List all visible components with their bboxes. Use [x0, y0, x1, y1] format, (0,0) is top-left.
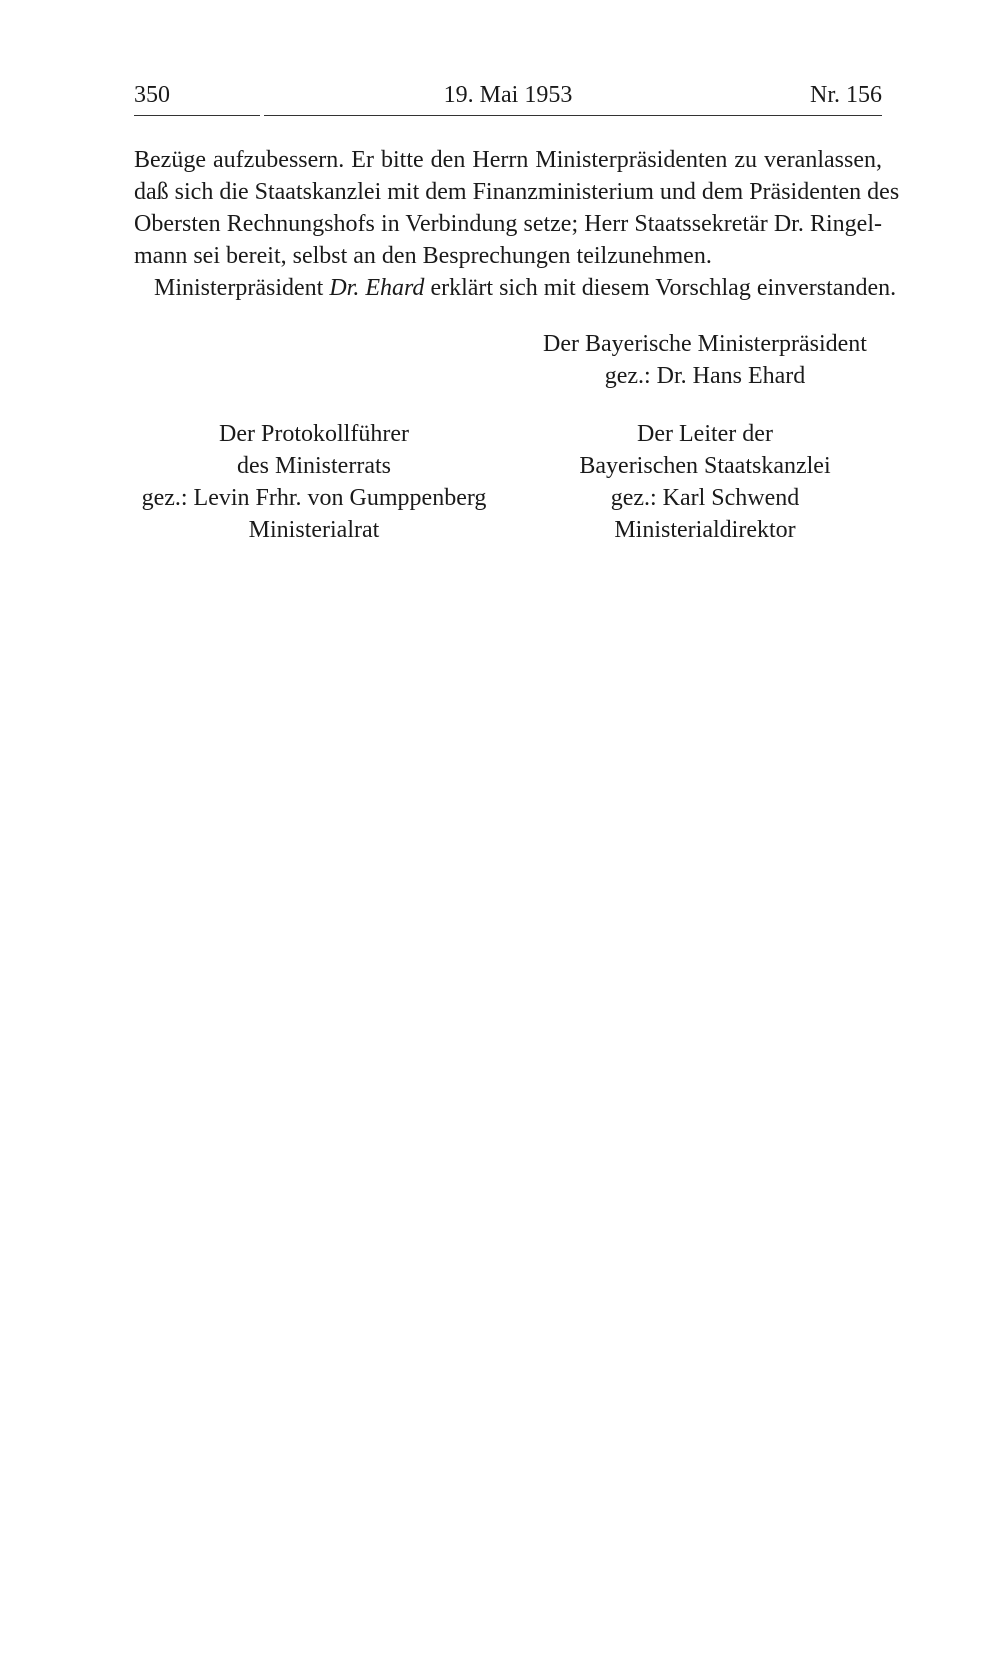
- signature-title: Der Bayerische Ministerpräsident: [543, 331, 867, 357]
- header-rule-left: [134, 115, 260, 116]
- speaker-name: Dr. Ehard: [329, 275, 425, 301]
- body-line: mann sei bereit, selbst an den Besprechungen teilzunehmen.: [134, 243, 712, 269]
- page-number: 350: [134, 82, 170, 108]
- signature-rank: Ministerialdirektor: [614, 517, 796, 543]
- body-text: [134, 144, 900, 304]
- signature-title: Der Protokollführer: [219, 421, 409, 447]
- paragraph-2-prefix: Ministerpräsident: [154, 275, 330, 301]
- signature-name: gez.: Dr. Hans Ehard: [604, 363, 806, 389]
- signature-rank: Ministerialrat: [248, 517, 380, 543]
- body-line: daß sich die Staatskanzlei mit dem Finanzministerium und dem Präsidenten des: [134, 179, 900, 205]
- signature-protokollfuehrer: [134, 418, 494, 546]
- signature-title: Der Leiter der: [637, 421, 773, 447]
- header-rule-right: [264, 115, 882, 116]
- signature-name: gez.: Levin Frhr. von Gumppenberg: [141, 485, 487, 511]
- body-line: Bezüge aufzubessern. Er bitte den Herrn Ministerpräsidenten zu veranlassen,: [134, 147, 882, 173]
- signature-name: gez.: Karl Schwend: [610, 485, 800, 511]
- signature-leiter-staatskanzlei: [530, 418, 880, 546]
- signature-title-cont: des Ministerrats: [237, 453, 391, 479]
- header-date: 19. Mai 1953: [443, 82, 573, 108]
- document-number: Nr. 156: [810, 82, 882, 108]
- paragraph-2-suffix: erklärt sich mit diesem Vorschlag einverstanden.: [424, 275, 897, 301]
- running-header: [134, 80, 882, 118]
- signature-title-cont: Bayerischen Staatskanzlei: [579, 453, 831, 479]
- signature-ministerpraesident: [530, 328, 880, 392]
- body-paragraph-2: [134, 272, 897, 304]
- body-line: Obersten Rechnungshofs in Verbindung setze; Herr Staatssekretär Dr. Ringel-: [134, 211, 882, 237]
